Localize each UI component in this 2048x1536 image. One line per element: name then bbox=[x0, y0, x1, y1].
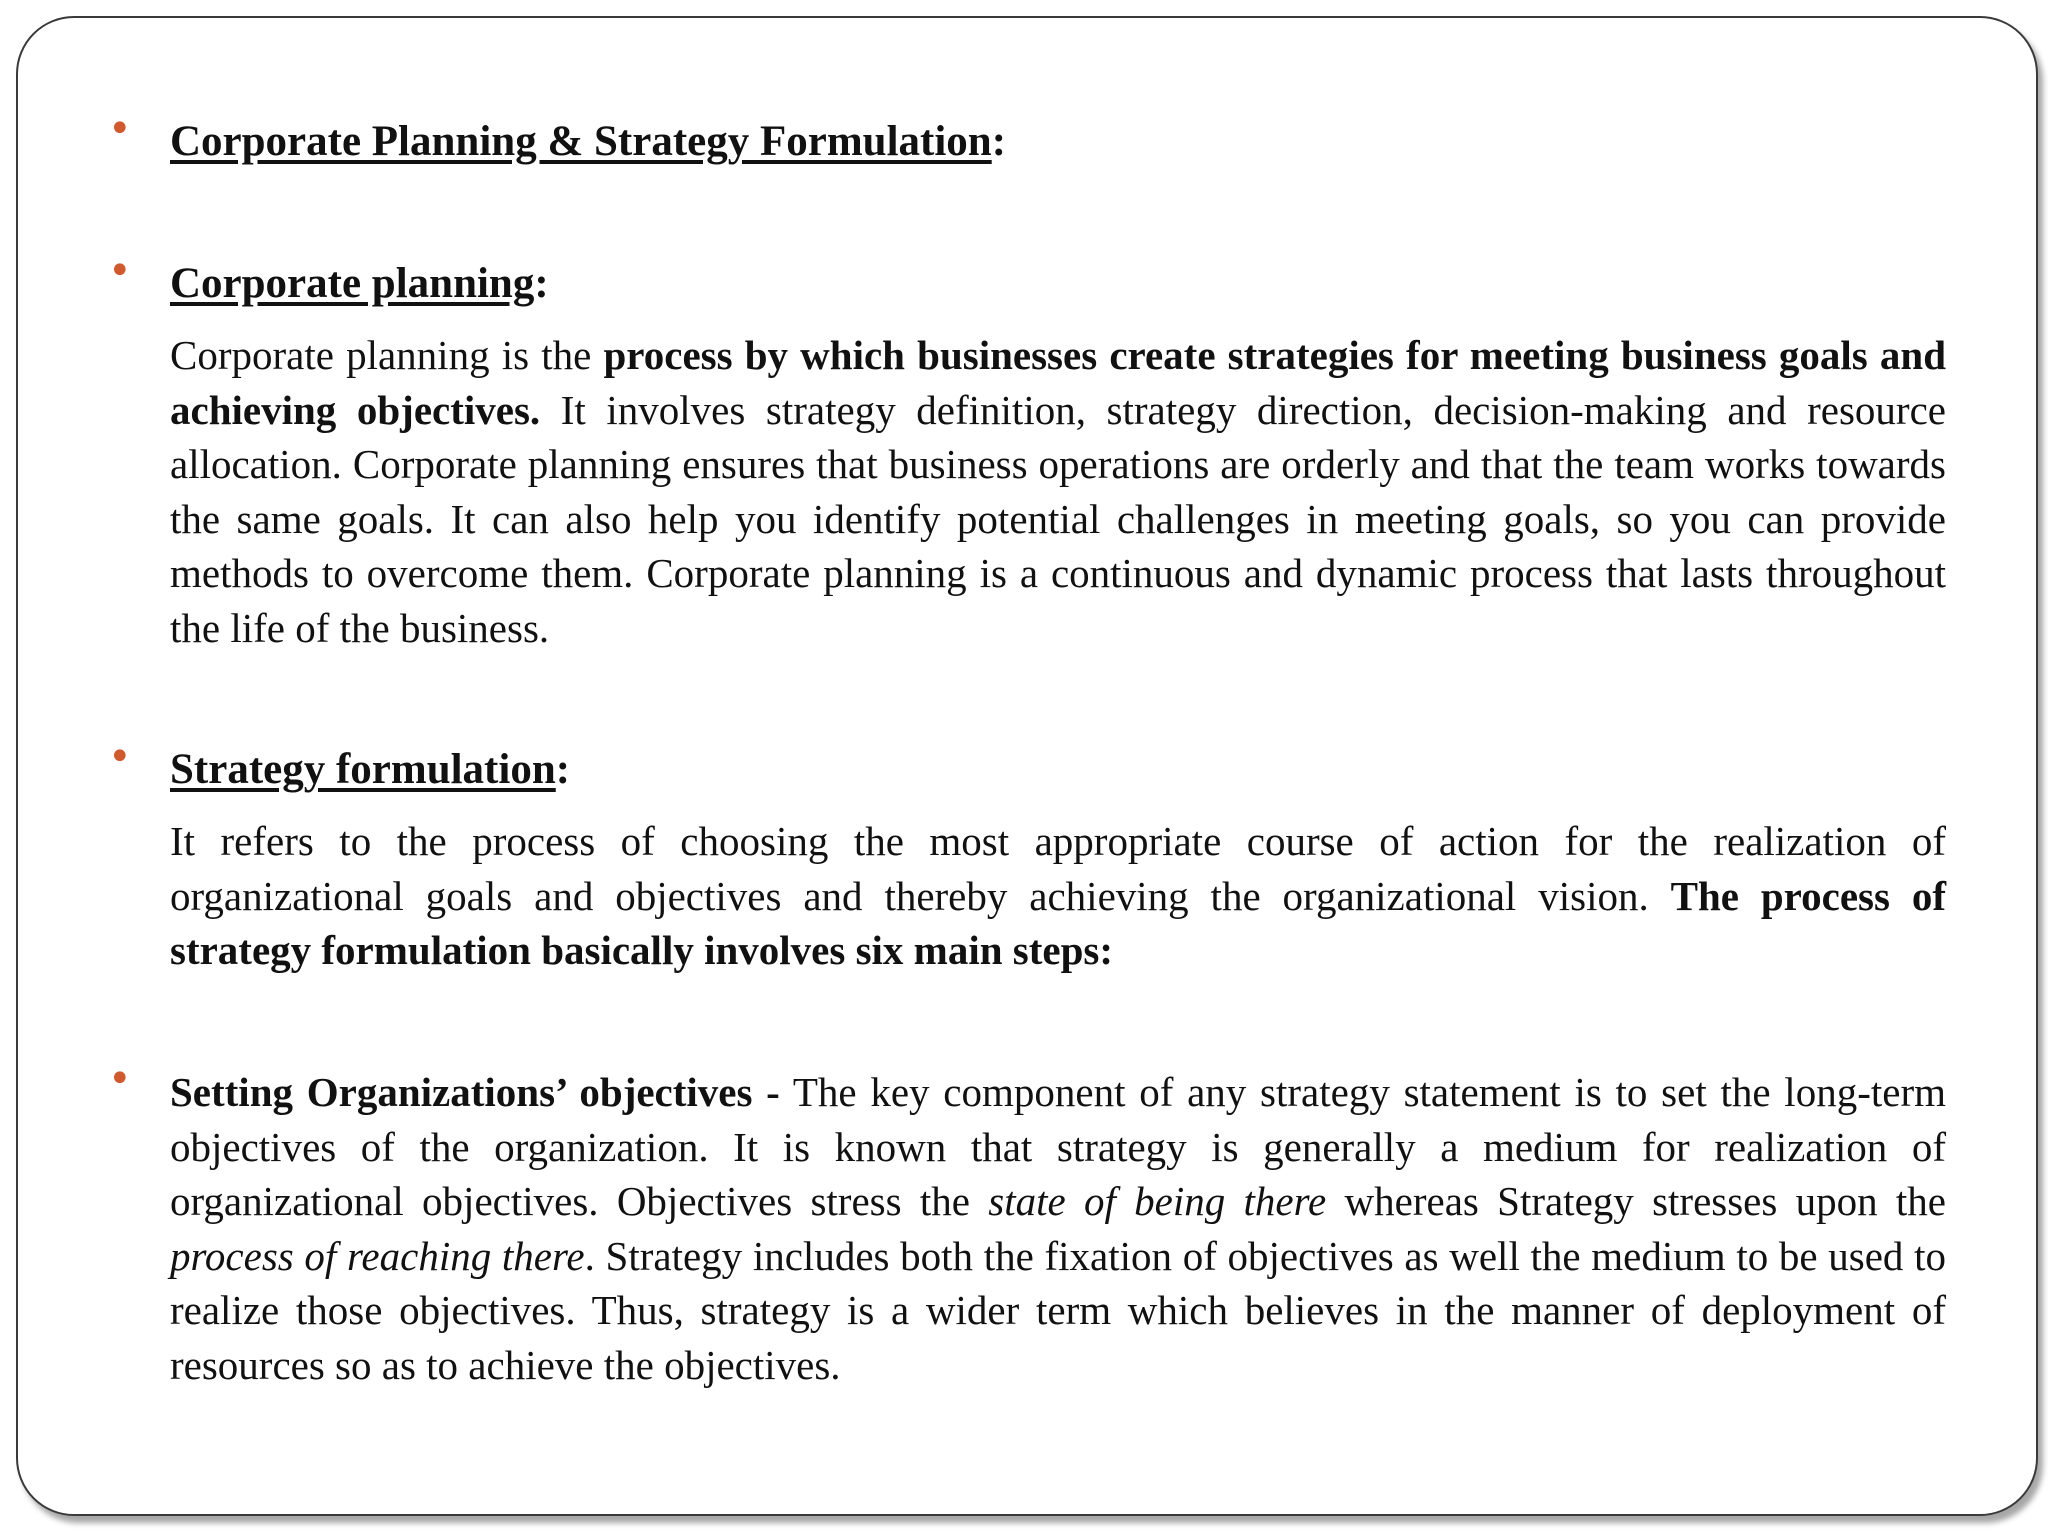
corporate-planning-heading bbox=[170, 256, 1990, 311]
setting-objectives-text-3: . Strategy includes both the fixation of objectives as well the medium to be used to realize those objectives. Thus, strategy is a wider term which believes in the manner of deployment of resources so as to achieve the objectives. bbox=[170, 1232, 1946, 1388]
bullet-icon: • bbox=[108, 106, 132, 152]
strategy-formulation-text: It refers to the process of choosing the most appropriate course of action for the realization of organizational goals and objectives and thereby achieving the organizational vision. bbox=[170, 818, 1946, 919]
strategy-formulation-heading-text: Strategy formulation bbox=[170, 746, 556, 793]
strategy-formulation-heading bbox=[170, 742, 1990, 797]
setting-objectives-label: Setting Organizations’ objectives - bbox=[170, 1069, 780, 1115]
bullet-icon: • bbox=[108, 248, 132, 294]
strategy-formulation-paragraph bbox=[170, 814, 1946, 978]
setting-objectives-text-2: whereas Strategy stresses upon the bbox=[1326, 1178, 1946, 1224]
bullet-icon: • bbox=[108, 734, 132, 780]
corporate-planning-heading-text: Corporate planning bbox=[170, 260, 535, 307]
slide bbox=[16, 16, 2038, 1516]
corporate-planning-text-2: It involves strategy definition, strategy direction, decision-making and resource allocation. Corporate planning ensures that business operations are orderly and that the team works towards the same goals. It can also help you identify potential challenges in meeting goals, so you can provide methods to overcome them. Corporate planning is a continuous and dynamic process that lasts throughout the life of the business. bbox=[170, 386, 1946, 651]
setting-objectives-italic-2: process of reaching there bbox=[170, 1232, 585, 1279]
slide-title bbox=[170, 114, 1990, 169]
setting-objectives-text-1: The key component of any strategy statement is to set the long-term objectives of the organization. It is known that strategy is generally a medium for realization of organizational objectives. Objectives stress the bbox=[170, 1069, 1946, 1224]
setting-objectives-italic-1: state of being there bbox=[988, 1178, 1327, 1224]
corporate-planning-text-1: Corporate planning is the bbox=[170, 332, 604, 378]
strategy-formulation-heading-suffix: : bbox=[555, 746, 571, 793]
corporate-planning-paragraph bbox=[170, 328, 1946, 655]
bullet-icon: • bbox=[108, 1056, 132, 1102]
title-text: Corporate Planning & Strategy Formulation bbox=[170, 118, 992, 165]
title-suffix: : bbox=[991, 118, 1007, 165]
corporate-planning-heading-suffix: : bbox=[534, 260, 549, 307]
strategy-formulation-bold: The process of strategy formulation basically involves six main steps: bbox=[170, 872, 1946, 973]
setting-objectives-paragraph bbox=[170, 1065, 1946, 1392]
corporate-planning-bold: process by which businesses create strategies for meeting business goals and achieving objectives. bbox=[170, 332, 1946, 433]
